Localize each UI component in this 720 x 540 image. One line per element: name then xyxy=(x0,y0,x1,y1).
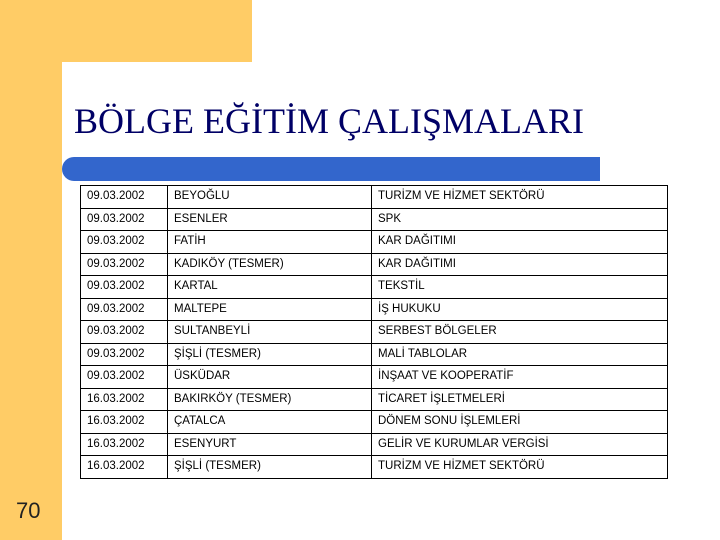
table-row xyxy=(81,231,668,254)
date-cell: 09.03.2002 xyxy=(81,253,168,276)
table-row xyxy=(81,253,668,276)
district-cell: KADIKÖY (TESMER) xyxy=(168,253,372,276)
district-cell: KARTAL xyxy=(168,276,372,299)
table-row xyxy=(81,186,668,209)
table-row xyxy=(81,366,668,389)
decor-top-block xyxy=(0,0,252,62)
table-row xyxy=(81,276,668,299)
date-cell: 16.03.2002 xyxy=(81,411,168,434)
table-row xyxy=(81,433,668,456)
topic-cell: TİCARET İŞLETMELERİ xyxy=(372,388,668,411)
date-cell: 16.03.2002 xyxy=(81,388,168,411)
topic-cell: TURİZM VE HİZMET SEKTÖRÜ xyxy=(372,456,668,479)
table-body xyxy=(81,186,668,479)
topic-cell: KAR DAĞITIMI xyxy=(372,231,668,254)
table-row xyxy=(81,456,668,479)
table-row xyxy=(81,411,668,434)
table-row xyxy=(81,321,668,344)
district-cell: ÜSKÜDAR xyxy=(168,366,372,389)
district-cell: MALTEPE xyxy=(168,298,372,321)
topic-cell: TURİZM VE HİZMET SEKTÖRÜ xyxy=(372,186,668,209)
topic-cell: DÖNEM SONU İŞLEMLERİ xyxy=(372,411,668,434)
topic-cell: TEKSTİL xyxy=(372,276,668,299)
topic-cell: İŞ HUKUKU xyxy=(372,298,668,321)
topic-cell: İNŞAAT VE KOOPERATİF xyxy=(372,366,668,389)
topic-cell: KAR DAĞITIMI xyxy=(372,253,668,276)
district-cell: ESENYURT xyxy=(168,433,372,456)
decor-left-strip xyxy=(0,62,62,540)
district-cell: SULTANBEYLİ xyxy=(168,321,372,344)
date-cell: 09.03.2002 xyxy=(81,298,168,321)
table-row xyxy=(81,208,668,231)
training-schedule-table xyxy=(80,185,668,479)
topic-cell: SERBEST BÖLGELER xyxy=(372,321,668,344)
slide-title: BÖLGE EĞİTİM ÇALIŞMALARI xyxy=(74,101,584,141)
date-cell: 09.03.2002 xyxy=(81,321,168,344)
topic-cell: GELİR VE KURUMLAR VERGİSİ xyxy=(372,433,668,456)
district-cell: ŞİŞLİ (TESMER) xyxy=(168,456,372,479)
date-cell: 09.03.2002 xyxy=(81,186,168,209)
district-cell: ŞİŞLİ (TESMER) xyxy=(168,343,372,366)
date-cell: 09.03.2002 xyxy=(81,208,168,231)
table-row xyxy=(81,343,668,366)
table-row xyxy=(81,298,668,321)
district-cell: FATİH xyxy=(168,231,372,254)
district-cell: BEYOĞLU xyxy=(168,186,372,209)
date-cell: 09.03.2002 xyxy=(81,276,168,299)
district-cell: BAKIRKÖY (TESMER) xyxy=(168,388,372,411)
date-cell: 16.03.2002 xyxy=(81,433,168,456)
table-row xyxy=(81,388,668,411)
district-cell: ÇATALCA xyxy=(168,411,372,434)
topic-cell: MALİ TABLOLAR xyxy=(372,343,668,366)
page-number: 70 xyxy=(16,498,41,523)
topic-cell: SPK xyxy=(372,208,668,231)
date-cell: 09.03.2002 xyxy=(81,343,168,366)
district-cell: ESENLER xyxy=(168,208,372,231)
date-cell: 16.03.2002 xyxy=(81,456,168,479)
date-cell: 09.03.2002 xyxy=(81,366,168,389)
date-cell: 09.03.2002 xyxy=(81,231,168,254)
title-underline-bar xyxy=(62,157,600,181)
